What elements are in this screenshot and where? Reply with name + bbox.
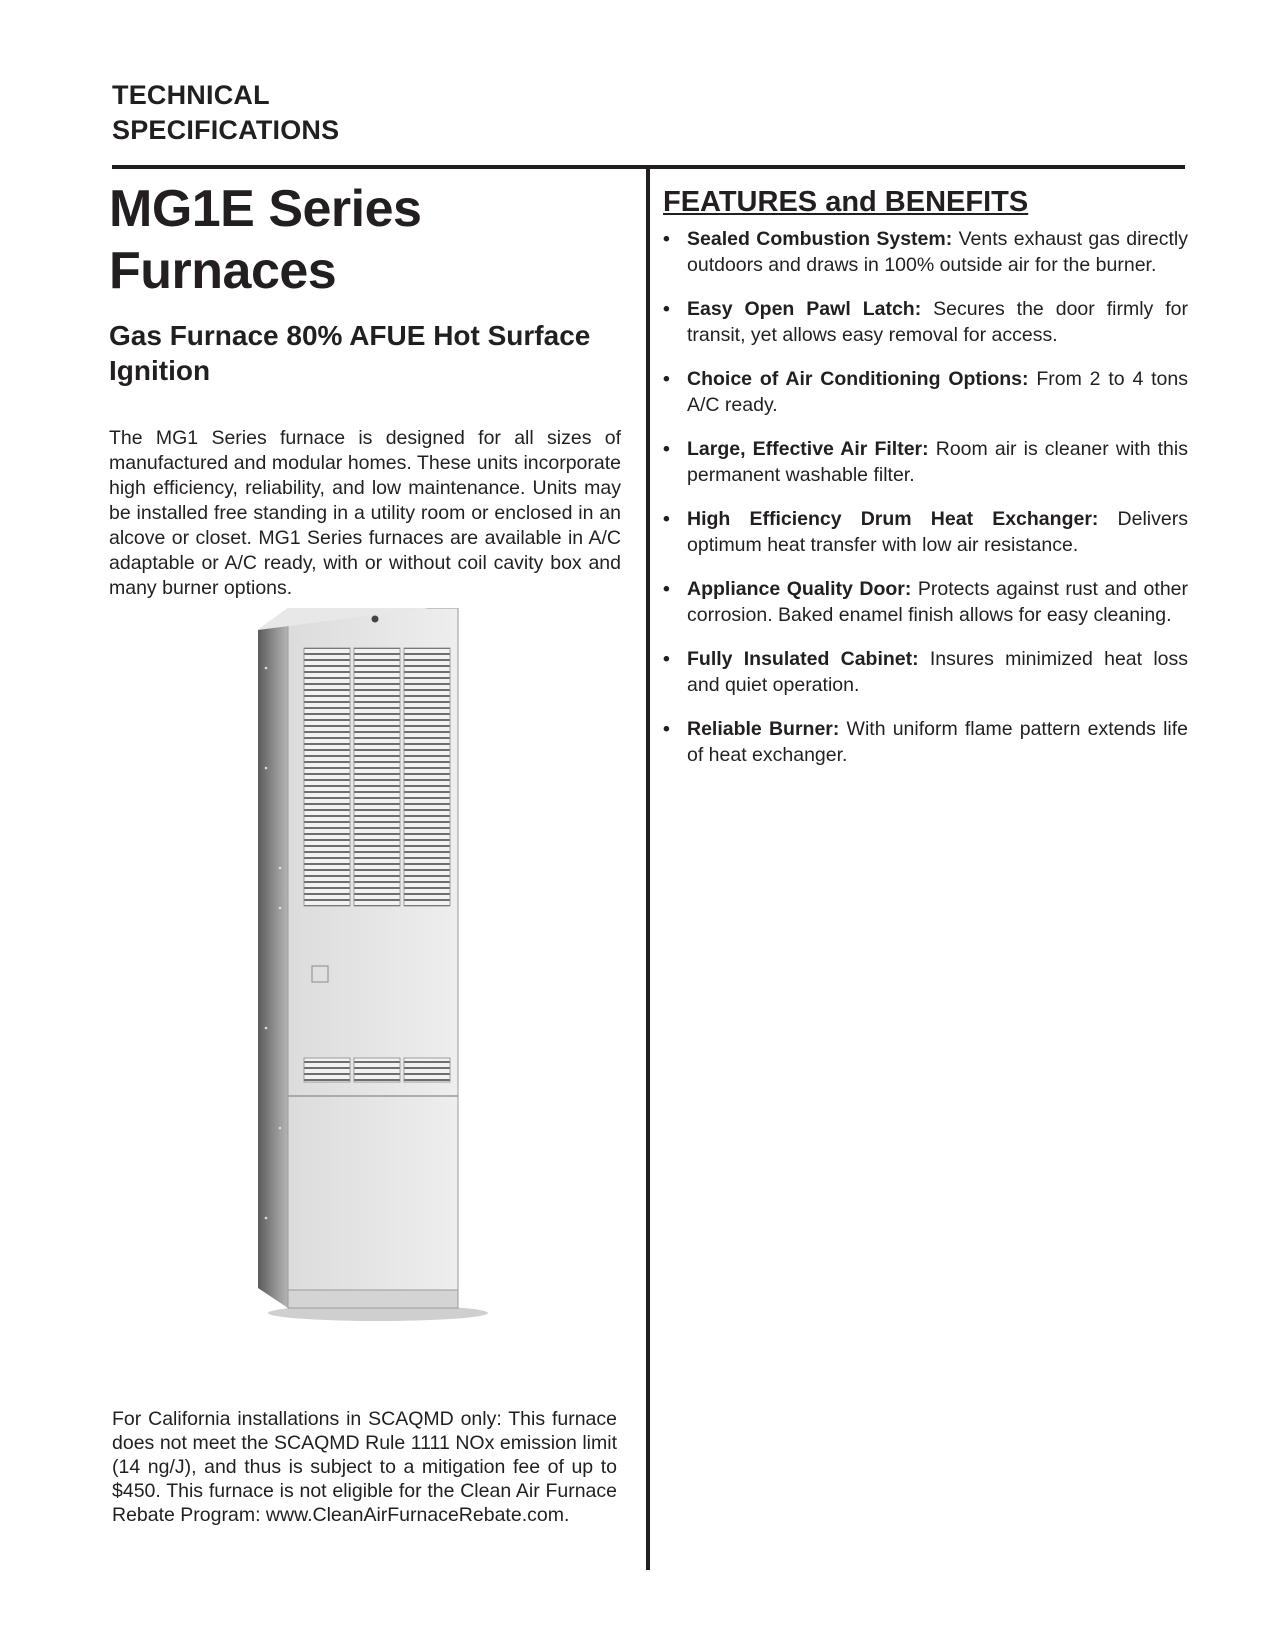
feature-item xyxy=(663,436,1188,488)
left-column xyxy=(109,178,621,601)
feature-text: Delivers optimum heat transfer with low air resistance. xyxy=(687,508,1188,556)
intro-paragraph: The MG1 Series furnace is designed for all sizes of manufactured and modular homes. These units incorporate high efficiency, reliability, and low maintenance. Units may be installed free standing in a utility room or enclosed in an alcove or closet. MG1 Series furnaces are available in A/C adaptable or A/C ready, with or without coil cavity box and many burner options. xyxy=(109,427,621,599)
column-divider xyxy=(646,167,650,1570)
product-subtitle: Gas Furnace 80% AFUE Hot Surface Ignition xyxy=(109,320,591,386)
bullet: • xyxy=(663,438,670,460)
bullet: • xyxy=(663,228,670,250)
feature-title: Easy Open Pawl Latch: xyxy=(687,298,922,320)
bullet: • xyxy=(663,578,670,600)
california-notice: For California installations in SCAQMD only: This furnace does not meet the SCAQMD Rule 1111 NOx emission limit (14 ng/J), and thus is subject to a mitigation fee of up to $450. This furnace is not eligible for the Clean Air Furnace Rebate Program: www.CleanAirFurnaceRebate.com. xyxy=(112,1407,617,1526)
feature-title: Sealed Combustion System: xyxy=(687,228,953,250)
feature-item xyxy=(663,296,1188,348)
bullet: • xyxy=(663,508,670,530)
feature-text: Insures minimized heat loss and quiet operation. xyxy=(687,648,1188,696)
bullet: • xyxy=(663,368,670,390)
feature-text: With uniform flame pattern extends life of heat exchanger. xyxy=(687,718,1188,766)
feature-item xyxy=(663,716,1188,768)
bullet: • xyxy=(663,298,670,320)
feature-title: Choice of Air Conditioning Options: xyxy=(687,368,1029,390)
feature-text: From 2 to 4 tons A/C ready. xyxy=(687,368,1188,416)
feature-title: Large, Effective Air Filter: xyxy=(687,438,929,460)
product-title: MG1E Series Furnaces xyxy=(109,180,422,300)
feature-item xyxy=(663,576,1188,628)
document-type-line-1: TECHNICAL xyxy=(112,80,270,110)
feature-text: Vents exhaust gas directly outdoors and draws in 100% outside air for the burner. xyxy=(687,228,1188,276)
feature-text: Protects against rust and other corrosion. Baked enamel finish allows for easy cleaning. xyxy=(687,578,1189,626)
feature-item xyxy=(663,506,1188,558)
feature-item xyxy=(663,646,1188,698)
feature-title: Reliable Burner: xyxy=(687,718,840,740)
feature-title: Fully Insulated Cabinet: xyxy=(687,648,919,670)
right-column xyxy=(663,184,1188,786)
feature-title: High Efficiency Drum Heat Exchanger: xyxy=(687,508,1099,530)
features-list xyxy=(663,226,1188,768)
feature-title: Appliance Quality Door: xyxy=(687,578,912,600)
document-type-line-2: SPECIFICATIONS xyxy=(112,115,340,145)
feature-item xyxy=(663,366,1188,418)
feature-text: Room air is cleaner with this permanent washable filter. xyxy=(687,438,1188,486)
document-type-label xyxy=(112,78,339,148)
features-heading: FEATURES and BENEFITS xyxy=(663,186,1029,218)
feature-text: Secures the door firmly for transit, yet allows easy removal for access. xyxy=(687,298,1188,346)
feature-item xyxy=(663,226,1188,278)
furnace-image xyxy=(258,608,490,1328)
bullet: • xyxy=(663,648,670,670)
bullet: • xyxy=(663,718,670,740)
